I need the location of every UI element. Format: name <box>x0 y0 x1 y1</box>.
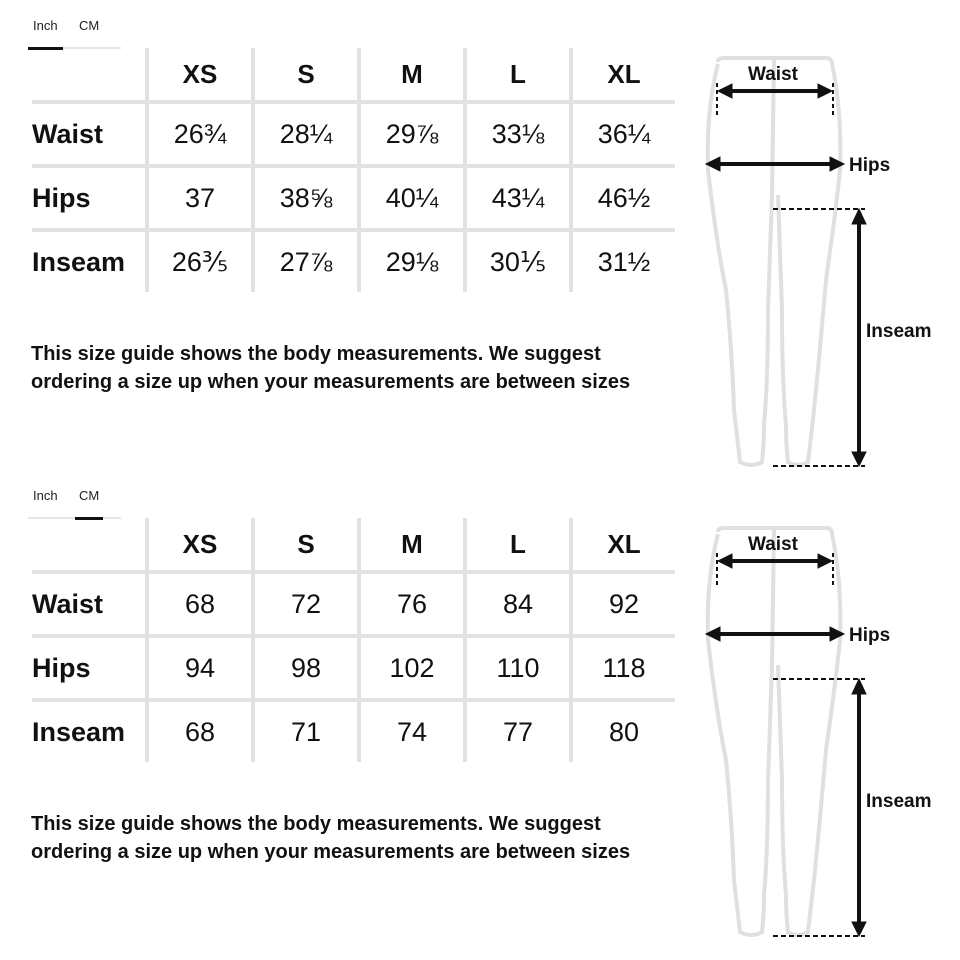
measurement-value: 72 <box>253 572 359 636</box>
inch-size-chart-section <box>0 0 960 470</box>
measurement-label: Inseam <box>32 230 147 292</box>
unit-tabs <box>28 16 121 49</box>
size-header: S <box>253 518 359 572</box>
measurement-value: 28¼ <box>253 102 359 166</box>
measurement-value: 43¼ <box>465 166 571 230</box>
measurement-value: 74 <box>359 700 465 762</box>
size-header: XL <box>571 48 675 102</box>
measurement-value: 102 <box>359 636 465 700</box>
size-header: S <box>253 48 359 102</box>
unit-tabs <box>28 486 121 519</box>
table-row <box>32 230 675 292</box>
tab-inch[interactable]: Inch <box>33 488 58 503</box>
note-line: This size guide shows the body measurements. We suggest <box>31 343 601 365</box>
measurement-value: 36¼ <box>571 102 675 166</box>
note-line: ordering a size up when your measurements are between sizes <box>31 841 631 863</box>
table-row <box>32 636 675 700</box>
size-header: XL <box>571 518 675 572</box>
tab-cm[interactable]: CM <box>75 488 103 520</box>
size-header: L <box>465 518 571 572</box>
measurement-value: 26⅗ <box>147 230 253 292</box>
tab-cm[interactable]: CM <box>79 18 100 33</box>
size-header: XS <box>147 48 253 102</box>
leggings-diagram <box>690 50 950 480</box>
measurement-value: 29⅛ <box>359 230 465 292</box>
measurement-value: 110 <box>465 636 571 700</box>
measurement-value: 40¼ <box>359 166 465 230</box>
measurement-value: 98 <box>253 636 359 700</box>
measurement-value: 27⅞ <box>253 230 359 292</box>
measurement-label: Waist <box>32 572 147 636</box>
hips-label: Hips <box>849 625 891 646</box>
waist-label: Waist <box>748 534 798 555</box>
inseam-label: Inseam <box>866 791 932 812</box>
size-header: XS <box>147 518 253 572</box>
measurement-value: 94 <box>147 636 253 700</box>
table-row <box>32 102 675 166</box>
measurement-label: Waist <box>32 102 147 166</box>
measurement-value: 71 <box>253 700 359 762</box>
measurement-value: 46½ <box>571 166 675 230</box>
note-line: This size guide shows the body measurements. We suggest <box>31 813 601 835</box>
leggings-outline <box>708 528 841 935</box>
measurement-value: 68 <box>147 700 253 762</box>
measurement-value: 37 <box>147 166 253 230</box>
leggings-diagram <box>690 520 950 950</box>
hips-label: Hips <box>849 155 891 176</box>
leggings-outline <box>708 58 841 465</box>
size-guide-note <box>31 340 691 396</box>
size-table <box>32 48 675 292</box>
measurement-label: Hips <box>32 636 147 700</box>
measurement-value: 80 <box>571 700 675 762</box>
inseam-label: Inseam <box>866 321 932 342</box>
measurement-value: 92 <box>571 572 675 636</box>
tab-inch[interactable]: Inch <box>28 18 63 50</box>
measurement-value: 30⅕ <box>465 230 571 292</box>
table-row <box>32 572 675 636</box>
size-header: M <box>359 518 465 572</box>
measurement-value: 84 <box>465 572 571 636</box>
size-header-row <box>32 518 675 572</box>
measurement-value: 77 <box>465 700 571 762</box>
measurement-label: Hips <box>32 166 147 230</box>
measurement-value: 26¾ <box>147 102 253 166</box>
table-row <box>32 166 675 230</box>
measurement-value: 31½ <box>571 230 675 292</box>
size-header: L <box>465 48 571 102</box>
measurement-value: 118 <box>571 636 675 700</box>
size-guide-note <box>31 810 691 866</box>
measurement-value: 68 <box>147 572 253 636</box>
measurement-label: Inseam <box>32 700 147 762</box>
measurement-value: 33⅛ <box>465 102 571 166</box>
measurement-value: 29⅞ <box>359 102 465 166</box>
size-header-row <box>32 48 675 102</box>
table-row <box>32 700 675 762</box>
measurement-value: 38⅝ <box>253 166 359 230</box>
waist-label: Waist <box>748 64 798 85</box>
measurement-value: 76 <box>359 572 465 636</box>
size-header: M <box>359 48 465 102</box>
cm-size-chart-section <box>0 470 960 940</box>
note-line: ordering a size up when your measurements are between sizes <box>31 371 631 393</box>
size-table <box>32 518 675 762</box>
